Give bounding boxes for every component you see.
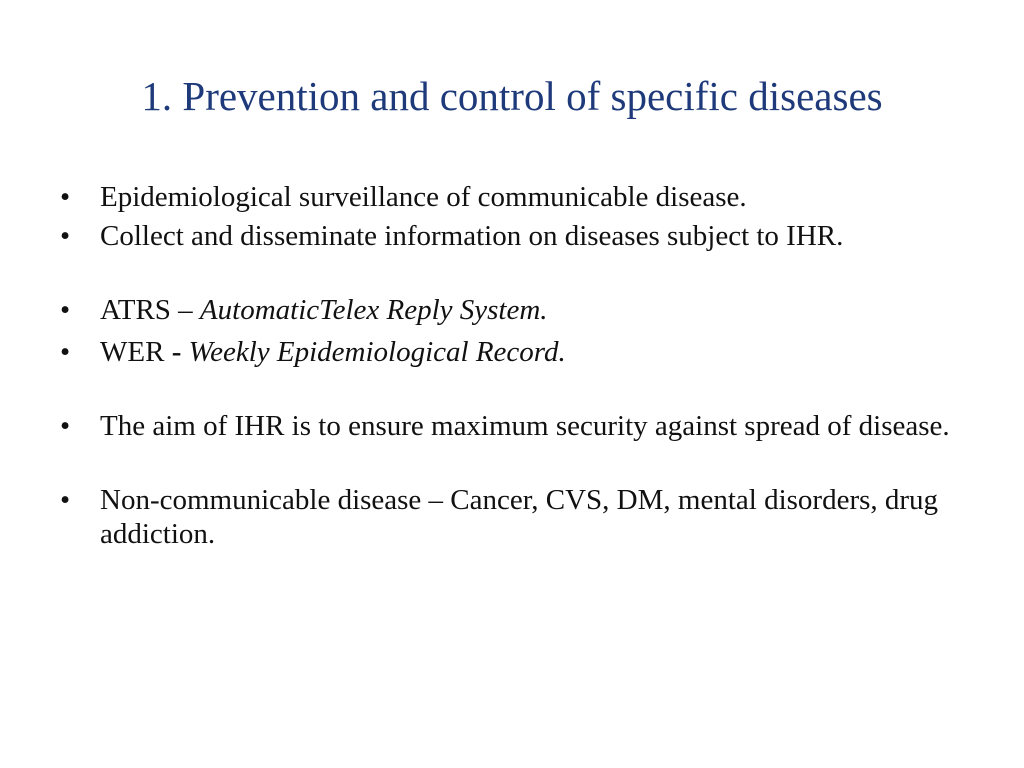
- bullet-dot-icon: •: [60, 294, 71, 326]
- bullet-text: The aim of IHR is to ensure maximum security against spread of disease.: [100, 410, 950, 442]
- bullet-item: [60, 335, 960, 369]
- bullet-prefix: WER: [100, 336, 172, 368]
- bullet-prefix: ATRS –: [100, 294, 200, 326]
- bullet-dot-icon: •: [60, 484, 71, 516]
- bullet-text: Non-communicable disease – Cancer, CVS, DM, mental disorders, drug addiction.: [100, 484, 939, 550]
- bullet-dot-icon: •: [60, 220, 71, 252]
- bullet-italic-text: AutomaticTelex Reply System.: [199, 294, 548, 326]
- bullet-list: [60, 180, 960, 551]
- bullet-italic-text: Weekly Epidemiological Record.: [188, 336, 566, 368]
- bullet-dot-icon: •: [60, 410, 71, 442]
- bullet-item: [60, 293, 960, 327]
- bullet-item: [60, 483, 960, 551]
- bullet-dot-icon: •: [60, 181, 71, 213]
- bullet-text: Collect and disseminate information on diseases subject to IHR.: [100, 220, 844, 252]
- bullet-item: [60, 219, 960, 253]
- bullet-text: Epidemiological surveillance of communicable disease.: [100, 181, 747, 213]
- bullet-item: [60, 180, 960, 214]
- slide-title: 1. Prevention and control of specific diseases: [141, 73, 883, 119]
- bullet-item: [60, 409, 960, 443]
- bullet-dot-icon: •: [60, 336, 71, 368]
- bullet-bold-dash: -: [171, 336, 182, 368]
